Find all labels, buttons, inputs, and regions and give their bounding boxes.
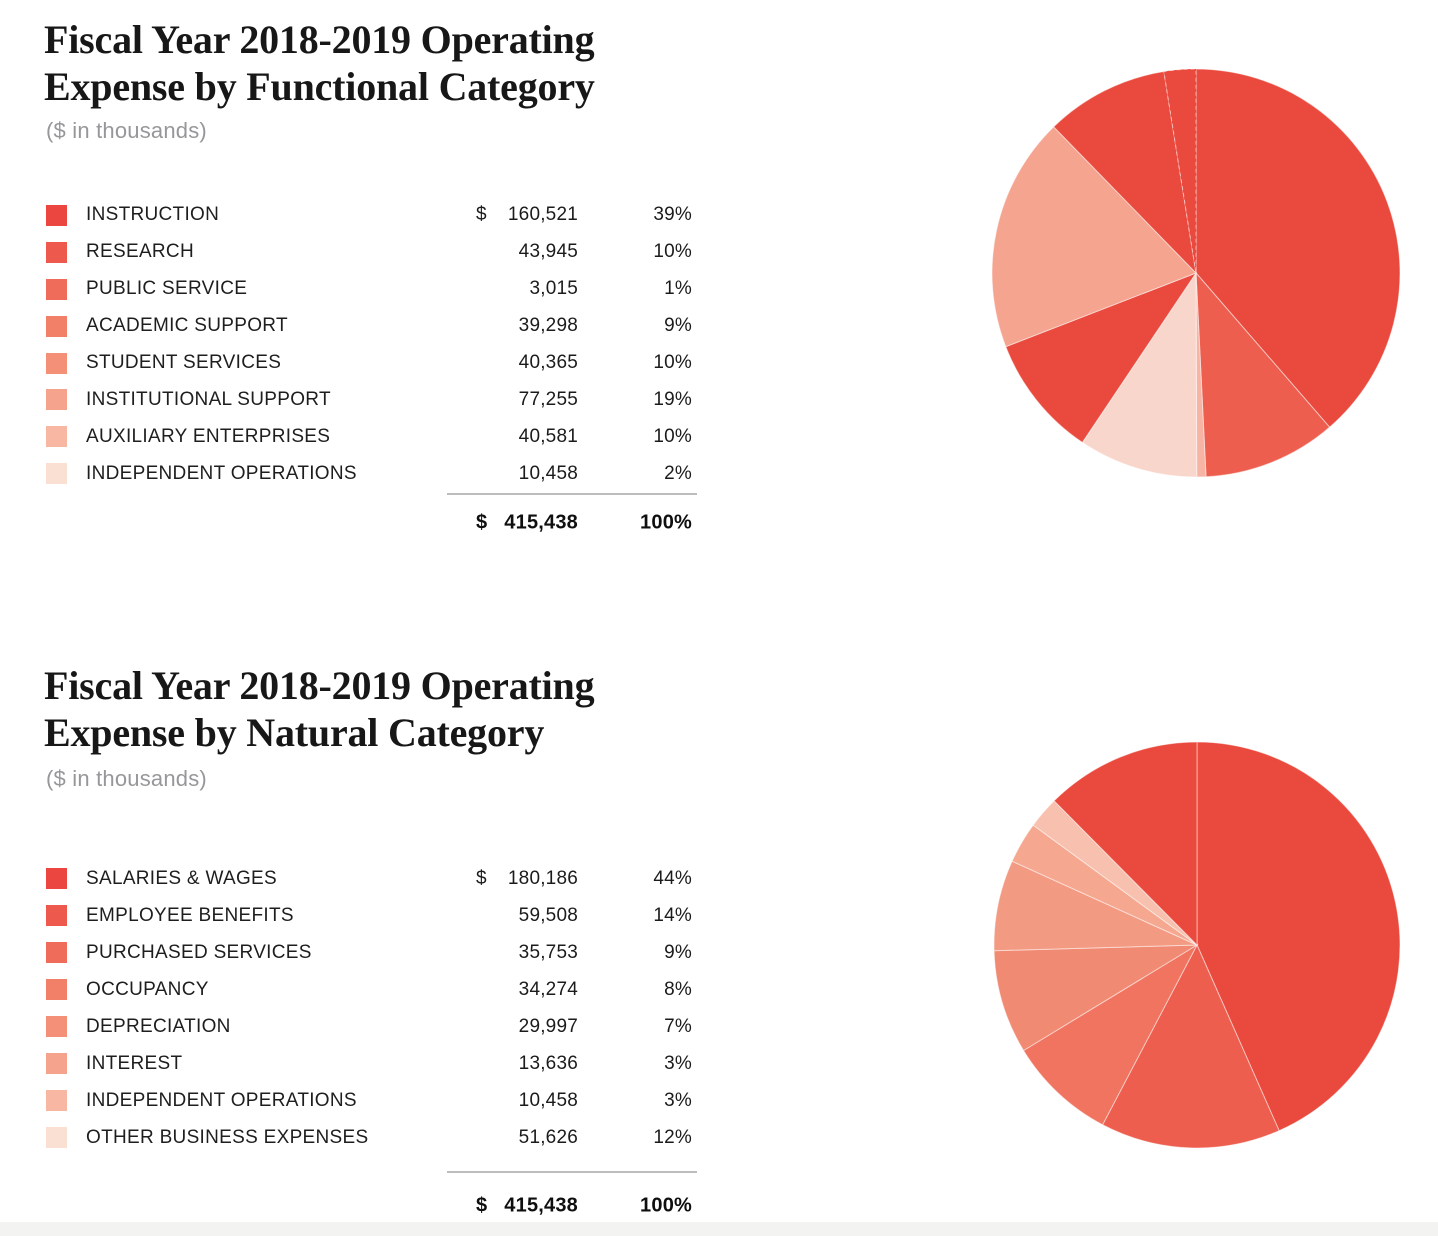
chart-title-functional: [44, 16, 595, 110]
percent-value: 9%: [664, 941, 692, 963]
category-label: INSTITUTIONAL SUPPORT: [86, 388, 331, 410]
currency-symbol: $: [476, 867, 487, 889]
legend-swatch: [46, 353, 67, 374]
amount-value: 59,508: [518, 904, 578, 926]
percent-value: 19%: [653, 388, 692, 410]
category-label: INSTRUCTION: [86, 204, 220, 226]
legend-row: [46, 234, 692, 271]
legend-row: [46, 418, 692, 455]
percent-value: 9%: [664, 315, 692, 337]
percent-value: 10%: [653, 352, 692, 373]
category-label: INDEPENDENT OPERATIONS: [86, 462, 357, 484]
category-label: DEPRECIATION: [86, 1015, 231, 1037]
amount-value: 10,458: [518, 1089, 578, 1111]
total-divider: [447, 493, 697, 495]
percent-value: 7%: [664, 1015, 692, 1037]
page-bottom-strip: [0, 1222, 1438, 1236]
percent-value: 12%: [653, 1126, 692, 1148]
total-amount: 415,438: [504, 511, 578, 534]
title-line-1: Fiscal Year 2018-2019 Operating: [44, 17, 595, 62]
total-row: [46, 506, 692, 540]
percent-value: 2%: [664, 462, 692, 484]
percent-value: 3%: [664, 1089, 692, 1111]
legend-swatch: [46, 905, 67, 926]
percent-value: 44%: [653, 867, 692, 889]
amount-value: 3,015: [529, 278, 578, 300]
total-percent: 100%: [640, 1194, 692, 1217]
pie-chart-natural-category: [994, 742, 1400, 1148]
legend-row: [46, 381, 692, 418]
amount-value: 39,298: [518, 315, 578, 337]
percent-value: 10%: [653, 241, 692, 263]
legend-swatch: [46, 1127, 67, 1148]
total-divider: [447, 1171, 697, 1173]
category-label: PURCHASED SERVICES: [86, 941, 312, 963]
legend-swatch: [46, 389, 67, 410]
total-amount: 415,438: [504, 1194, 578, 1217]
category-label: INDEPENDENT OPERATIONS: [86, 1089, 357, 1111]
title-line-2: Expense by Functional Category: [44, 64, 595, 109]
chart-subtitle: ($ in thousands): [46, 766, 207, 791]
percent-value: 14%: [653, 904, 692, 926]
percent-value: 39%: [653, 204, 692, 226]
legend-swatch: [46, 1090, 67, 1111]
amount-value: 40,365: [518, 352, 578, 373]
percent-value: 1%: [664, 278, 692, 300]
legend-row: [46, 971, 692, 1008]
amount-value: 180,186: [507, 867, 578, 889]
legend-table-functional: [46, 197, 692, 492]
legend-row: [46, 897, 692, 934]
total-currency-symbol: $: [476, 1194, 488, 1217]
legend-row: [46, 345, 692, 382]
legend-row: [46, 271, 692, 308]
title-line-1: Fiscal Year 2018-2019 Operating: [44, 663, 595, 708]
amount-value: 40,581: [518, 425, 578, 447]
category-label: AUXILIARY ENTERPRISES: [86, 425, 331, 447]
category-label: OTHER BUSINESS EXPENSES: [86, 1126, 369, 1148]
amount-value: 77,255: [518, 388, 578, 410]
title-line-2: Expense by Natural Category: [44, 710, 545, 755]
legend-table-natural: [46, 860, 692, 1156]
category-label: EMPLOYEE BENEFITS: [86, 904, 294, 926]
legend-swatch: [46, 1053, 67, 1074]
legend-swatch: [46, 205, 67, 226]
legend-row: [46, 455, 692, 492]
legend-row: [46, 1045, 692, 1082]
legend-swatch: [46, 426, 67, 447]
legend-swatch: [46, 242, 67, 263]
chart-subtitle: ($ in thousands): [46, 118, 207, 143]
legend-swatch: [46, 316, 67, 337]
percent-value: 8%: [664, 978, 692, 1000]
category-label: OCCUPANCY: [86, 978, 209, 1000]
legend-row: [46, 1008, 692, 1045]
legend-swatch: [46, 868, 67, 889]
total-currency-symbol: $: [476, 511, 488, 534]
total-row: [46, 1189, 692, 1223]
legend-row: [46, 308, 692, 345]
category-label: SALARIES & WAGES: [86, 867, 277, 889]
category-label: ACADEMIC SUPPORT: [86, 315, 288, 337]
category-label: INTEREST: [86, 1052, 183, 1074]
legend-row: [46, 934, 692, 971]
chart-title-natural: [44, 662, 594, 756]
legend-row: [46, 197, 692, 234]
legend-swatch: [46, 1016, 67, 1037]
category-label: PUBLIC SERVICE: [86, 278, 248, 300]
legend-row: [46, 1082, 692, 1119]
amount-value: 43,945: [518, 241, 578, 263]
amount-value: 34,274: [518, 978, 578, 1000]
percent-value: 10%: [653, 425, 692, 447]
amount-value: 10,458: [518, 462, 578, 484]
legend-swatch: [46, 979, 67, 1000]
amount-value: 13,636: [518, 1052, 578, 1074]
legend-row: [46, 1119, 692, 1156]
legend-swatch: [46, 942, 67, 963]
legend-swatch: [46, 463, 67, 484]
percent-value: 3%: [664, 1052, 692, 1074]
legend-swatch: [46, 279, 67, 300]
amount-value: 160,521: [507, 204, 578, 226]
total-percent: 100%: [640, 511, 692, 534]
amount-value: 29,997: [518, 1015, 578, 1037]
legend-row: [46, 860, 692, 897]
amount-value: 35,753: [518, 941, 578, 963]
category-label: RESEARCH: [86, 241, 194, 263]
pie-chart-functional-category: [992, 69, 1400, 477]
amount-value: 51,626: [518, 1126, 578, 1148]
currency-symbol: $: [476, 204, 487, 226]
category-label: STUDENT SERVICES: [86, 352, 282, 373]
